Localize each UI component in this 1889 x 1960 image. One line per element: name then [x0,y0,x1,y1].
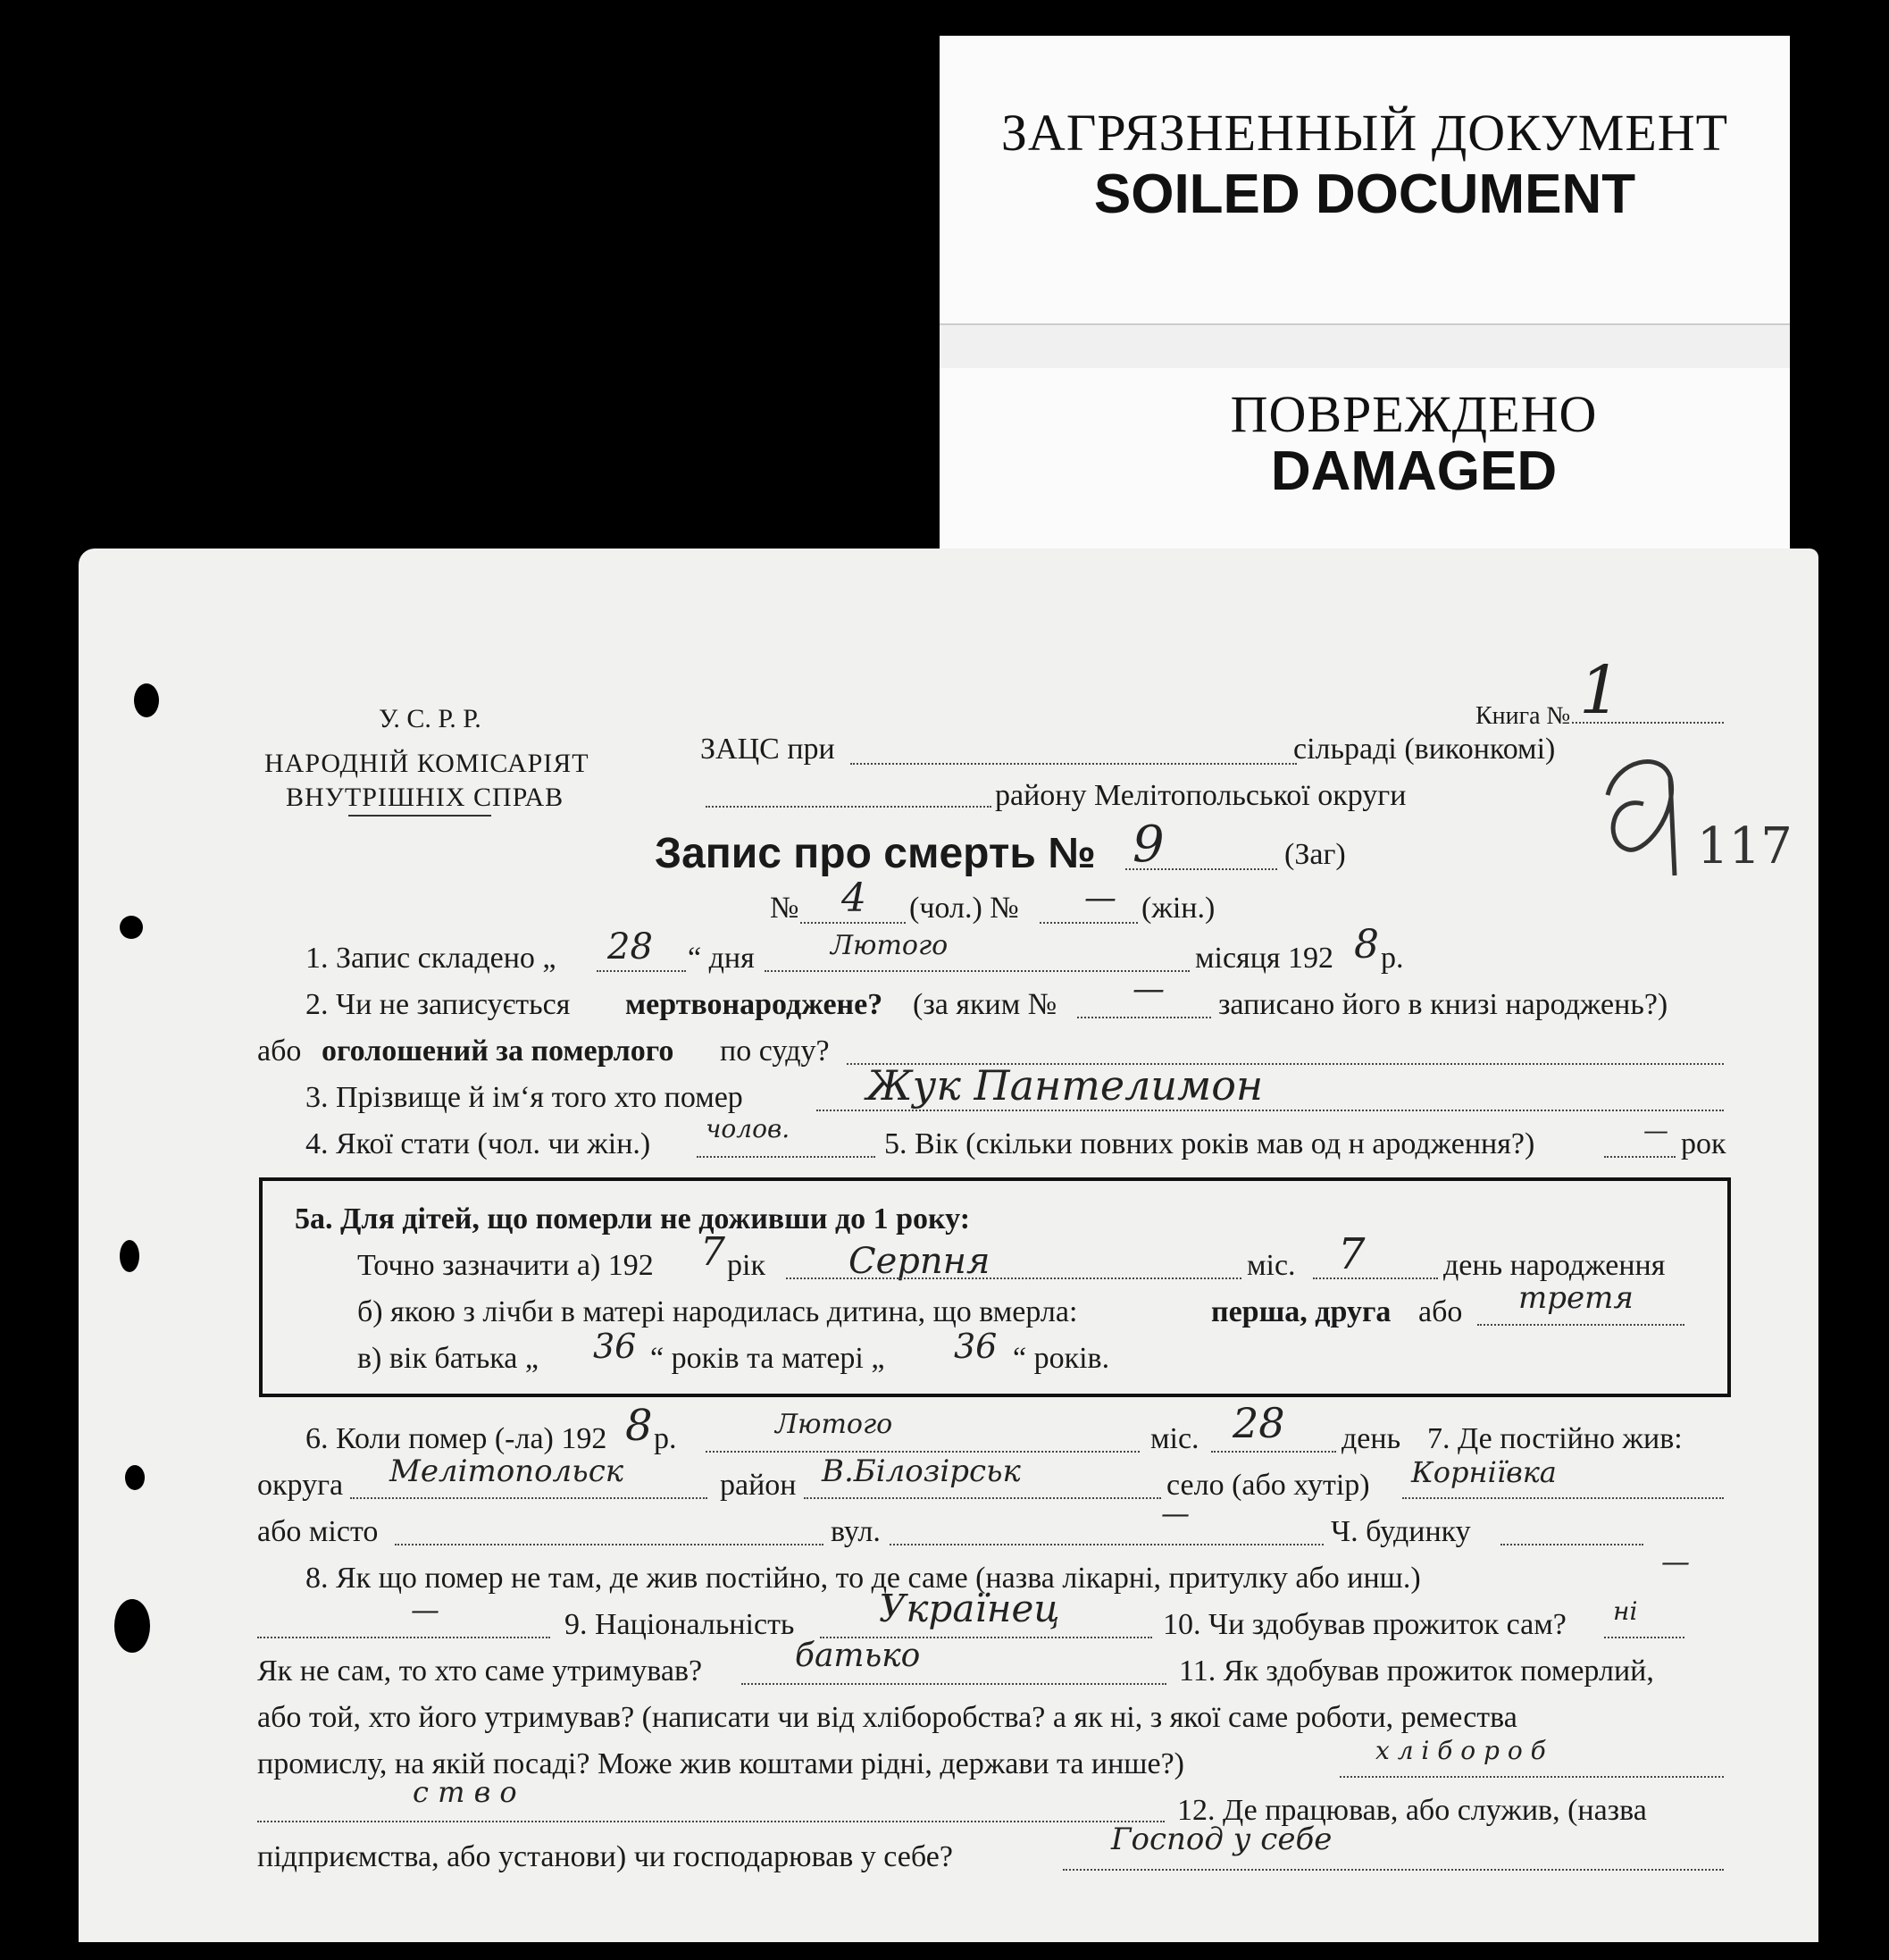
rayon-line [804,1497,1161,1499]
f2-declared-dead: оголошений за померлого [322,1034,674,1068]
f5a-mis: міс. [1247,1249,1296,1282]
f1-month-line [765,970,1190,972]
f5a-day-line [1313,1277,1438,1279]
f2-label-a: 2. Чи не записується [305,988,571,1021]
label-soiled-ru: ЗАГРЯЗНЕННЫЙ ДОКУМЕНТ [1000,104,1729,162]
f2-stillborn: мертвонароджене? [625,988,883,1021]
kniga-line [1572,722,1724,724]
female-no-line [1040,922,1138,924]
f10-line [1604,1637,1684,1638]
male-no-label: № [770,892,799,925]
f9-value: Українец [879,1587,1060,1630]
f5a-label-a: Точно зазначити а) 192 [357,1249,654,1282]
f10-value: ні [1613,1596,1638,1626]
underline [348,815,491,817]
punch-hole [134,683,159,717]
f6-month: Лютого [775,1409,893,1440]
f5a-month-line [786,1277,1241,1279]
abo-misto-label: або місто [257,1515,379,1548]
vul-value: — [1161,1496,1190,1530]
f1-label-a: 1. Запис складено „ [305,942,556,975]
punch-hole [125,1465,145,1490]
f10-label: 10. Чи здобував прожиток сам? [1163,1608,1567,1641]
record-number: 9 [1133,816,1165,874]
f7-label: 7. Де постійно жив: [1427,1422,1683,1455]
f5a-den: день народження [1443,1249,1666,1282]
f1-year: 8 [1354,922,1379,967]
male-no-line [800,922,906,924]
f11-value-2: с т в о [413,1775,517,1809]
f12-value: Господ у себе [1111,1822,1333,1857]
okruga-line [350,1497,707,1499]
f8-value: — [1661,1545,1690,1579]
f11-line [1340,1776,1724,1778]
f5-value: — [1643,1116,1668,1145]
f11-value: х л і б о р о б [1375,1736,1546,1765]
f5-line [1604,1156,1676,1158]
f6-label-a: 6. Коли помер (-ла) 192 [305,1422,607,1455]
f5-end: рок [1681,1127,1726,1160]
f12-label: 12. Де працював, або служив, (назва [1177,1794,1647,1827]
zacs-label: ЗАЦС при [700,733,835,766]
f3-line [816,1110,1724,1111]
f12-label-b: підприємства, або установи) чи господарював у себе? [257,1840,953,1873]
female-no-value: — [1084,880,1116,917]
f6-day: 28 [1233,1399,1285,1447]
f6-day-line [1211,1451,1336,1453]
f8-value-2: — [411,1593,439,1627]
f1-label-c: місяця 192 [1195,942,1334,975]
f5a-birth-order: третя [1518,1280,1634,1316]
f6-label-b: р. [654,1422,677,1455]
rayon-value: В.Білозірськ [822,1453,1021,1489]
record-number-line [1125,868,1277,870]
f11-line-2 [257,1821,1165,1822]
pencil-mark-icon [1590,741,1706,893]
f2-value: — [1133,971,1165,1008]
okruga-value: Мелітопольск [389,1453,624,1489]
selo-line [1402,1497,1724,1499]
f5a-title: 5а. Для дітей, що померли не доживши до 1 року: [295,1202,971,1235]
misto-line [395,1544,823,1545]
f3-value: Жук Пантелимон [866,1061,1264,1110]
f10b-value: батько [795,1638,921,1674]
ussr-heading: У. С. Р. Р. [379,704,481,733]
selo-value: Корніївка [1411,1455,1557,1489]
male-no-value: 4 [841,875,866,921]
f1-label-b: “ дня [688,942,755,975]
f4-label: 4. Якої стати (чол. чи жін.) [305,1127,651,1160]
zhin-label: (жін.) [1141,892,1216,925]
f4-line [697,1156,875,1158]
label-soiled-en: SOILED DOCUMENT [1093,163,1636,225]
f5-label: 5. Вік (скільки повних років мав од н ародження?) [884,1127,1535,1160]
margin-note: 117 [1697,817,1793,875]
f5a-year: 7 [700,1229,725,1275]
rayonu-label: району Мелітопольської округи [995,779,1407,812]
f11-label-b: або той, хто його утримував? (написати чи від хліборобства? а як ні, з якої саме роботи, ремества [257,1701,1517,1734]
vul-label: вул. [831,1515,881,1548]
f4-value: чолов. [706,1114,790,1143]
budynku-line [1500,1544,1643,1545]
f1-day: 28 [607,926,653,967]
f5a-day: 7 [1338,1229,1366,1279]
punch-hole [120,916,143,939]
f2-label-b: (за яким № [913,988,1057,1021]
archival-label-card [940,36,1790,572]
f8-label: 8. Як що помер не там, де жив постійно, то де саме (назва лікарні, притулку або инш.) [305,1562,1421,1595]
okruga-label: округа [257,1469,344,1502]
f5a-month: Серпня [848,1241,990,1282]
f2-label-e: по суду? [720,1034,830,1068]
f5a-label-b-end: або [1418,1295,1463,1328]
f5a-label-c: в) вік батька „ [357,1342,539,1375]
f12-line [1063,1869,1724,1871]
f3-label: 3. Прізвище й ім‘я того хто помер [305,1081,743,1114]
rayon-label: район [720,1469,797,1502]
f6-year: 8 [625,1401,653,1451]
f6-den: день [1342,1422,1401,1455]
zag-label: (Заг) [1284,838,1346,871]
f10b-label: Як не сам, то хто саме утримував? [257,1654,703,1688]
f6-mis: міс. [1150,1422,1199,1455]
vul-line [890,1544,1324,1545]
f5a-father-age: 36 [593,1327,637,1366]
f1-label-d: р. [1381,942,1404,975]
f5a-birth-order-line [1477,1324,1684,1326]
f5a-label-c2: “ років та матері „ [650,1342,885,1375]
punch-hole [120,1240,139,1272]
punch-hole [114,1599,150,1653]
f11-label-c: промислу, на якій посаді? Може жив коштами рідні, держави та инше?) [257,1747,1184,1780]
f2-label-d: або [257,1034,302,1068]
kniga-label: Книга № [1475,702,1571,730]
f5a-label-c3: “ років. [1013,1342,1110,1375]
f2-label-c: записано його в книзі народжень?) [1218,988,1668,1021]
f5a-rik: рік [727,1249,765,1282]
silradi-label: сільраді (виконкомі) [1293,733,1556,766]
label-fold [940,323,1790,368]
f1-month: Лютого [831,930,949,961]
budynku-label: Ч. будинку [1331,1515,1471,1548]
f9-label: 9. Національність [564,1608,795,1641]
record-title: Запис про смерть № [655,830,1096,877]
rayon-line [706,806,991,808]
commissariat-line-1: НАРОДНІЙ КОМІСАРІЯТ [264,749,589,778]
f5a-mother-age: 36 [954,1327,998,1366]
f5a-first-second: перша, друга [1211,1295,1392,1328]
kniga-value: 1 [1579,652,1622,729]
f5a-label-b: б) якою з лічби в матері народилась дитина, що вмерла: [357,1295,1078,1328]
zacs-line [850,763,1297,765]
f1-day-line [597,970,686,972]
commissariat-line-2: ВНУТРІШНІХ СПРАВ [286,783,564,812]
f10b-line [741,1683,1166,1685]
chol-label: (чол.) № [909,892,1019,925]
f2-line [1077,1017,1211,1018]
label-damaged-ru: ПОВРЕЖДЕНО [1230,385,1598,443]
f6-month-line [706,1451,1140,1453]
label-damaged-en: DAMAGED [1270,440,1558,502]
selo-label: село (або хутір) [1166,1469,1370,1502]
f8-line [257,1637,550,1638]
f11-label: 11. Як здобував прожиток померлий, [1179,1654,1654,1688]
